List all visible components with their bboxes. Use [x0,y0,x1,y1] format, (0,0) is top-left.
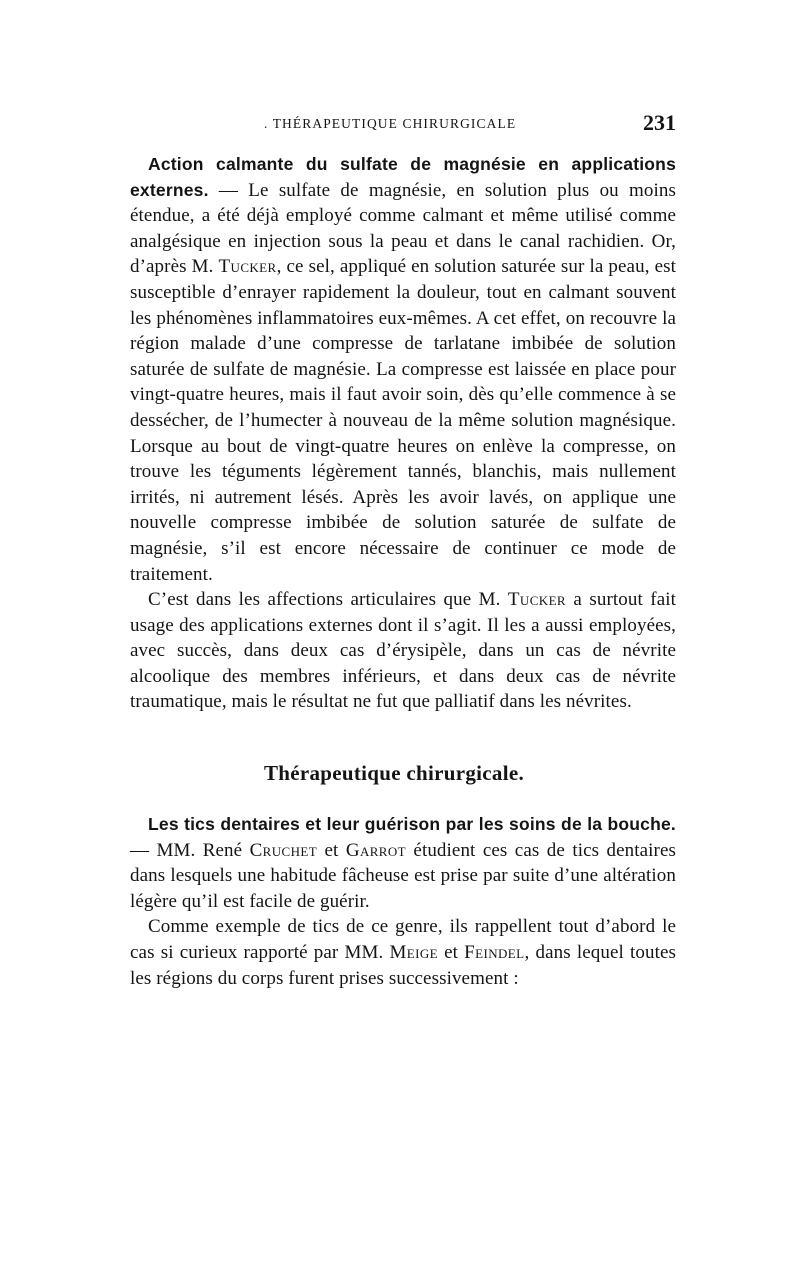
paragraph-text: , dans lequel toutes les régions du corps furent prises successivement : [130,942,676,989]
paragraph-text: — MM. René [130,839,250,861]
paragraph-text: C’est dans les affections articulaires que M. [148,589,508,611]
author-name: Tucker [218,256,277,278]
book-page [130,110,676,991]
author-name: Garrot [345,839,407,861]
paragraph-text: et [317,839,346,861]
paragraph-text: — Le sulfate de magnésie, en solution plus ou moins étendue, a été déjà employé comme calmant et même utilisé comme analgésique en injection sous la peau et dans le canal rachidien. Or, d’après M. [130,179,676,278]
running-header [130,110,676,140]
author-name: Meige [389,942,438,964]
paragraph-text: , ce sel, appliqué en solution saturée sur la peau, est susceptible d’enrayer rapidement la douleur, tout en calmant souvent les phénomènes inflammatoires eux-mêmes. A cet effet, on recouvre la région malade d’une compresse de tarlatane imbibée de solution saturée de sulfate de magnésie. La compresse est laissée en place pour vingt-quatre heures, mais il faut avoir soin, dès qu’elle commence à se dessécher, de l’humecter à nouveau de la même solution magnésique. Lorsque au bout de vingt-quatre heures on enlève la compresse, on trouve les téguments légèrement tannés, blanchis, mais nullement irrités, ni autrement lésés. Après les avoir lavés, on applique une nouvelle compresse imbibée de solution saturée de sulfate de magnésie, s’il est encore nécessaire de continuer ce mode de traitement. [130,256,676,585]
author-name: Feindel [464,942,525,964]
paragraph-text: et [437,942,465,964]
paragraph-text: Comme exemple de tics de ce genre, ils rappellent tout d’abord le cas si curieux rapporté par MM. [130,916,676,964]
run-in-heading: Les tics dentaires et leur guérison par les soins de la bouche. [148,814,676,835]
page-number: 231 [643,110,676,135]
author-name: Cruchet [249,839,318,861]
section-heading: Thérapeutique chirurgicale. [263,761,525,786]
running-title: . THÉRAPEUTIQUE CHIRURGICALE [264,116,517,131]
paragraph-affections-articulaires [130,587,676,715]
author-name: Tucker [507,589,566,611]
paragraph-sulfate-magnesie [130,152,676,587]
paragraph-text: a surtout fait usage des applications externes dont il s’agit. Il les a aussi employées, avec succès, dans deux cas d’érysipèle, dans un cas de névrite alcoolique des membres inférieurs, et dans deux cas de névrite traumatique, mais le résultat ne fut que palliatif dans les névrites. [130,589,676,713]
paragraph-tics-dentaires [130,812,676,914]
paragraph-exemple-tics [130,914,676,991]
run-in-heading: Action calmante du sulfate de magnésie en applications externes. [130,154,676,200]
paragraph-text: étudient ces cas de tics dentaires dans lesquels une habitude fâcheuse est prise par suite d’une altération légère qu’il est facile de guérir. [130,839,676,912]
